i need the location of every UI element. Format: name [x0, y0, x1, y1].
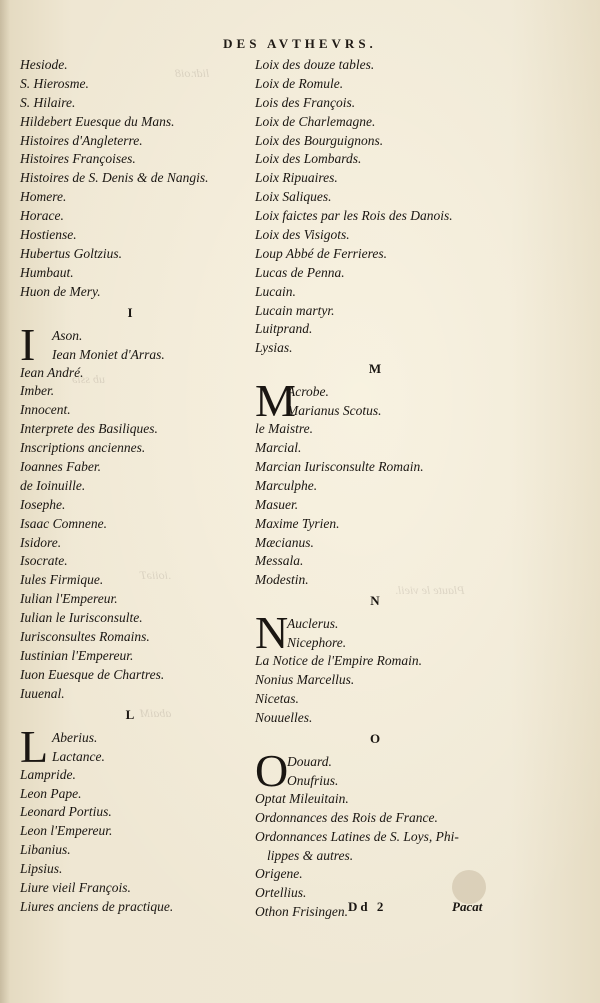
entry-list [20, 766, 240, 917]
index-entry: Horace. [20, 208, 64, 224]
index-entry: Iosephe. [20, 496, 66, 512]
index-entry: Lactance. [52, 748, 105, 764]
index-entry: Marculphe. [255, 477, 318, 493]
index-entry: Histoires de S. Denis & de Nangis. [20, 170, 209, 186]
index-entry: Ioannes Faber. [20, 459, 101, 475]
index-entry: Leonard Portius. [20, 804, 112, 820]
index-entry: Auclerus. [287, 616, 339, 632]
bleed-through: Plaute le vieil. [395, 583, 465, 597]
index-entry: Marianus Scotus. [287, 403, 382, 419]
index-entry: Leon Pape. [20, 785, 82, 801]
binding-shadow [0, 0, 10, 1003]
index-entry: Homere. [20, 189, 67, 205]
dropcap-block-o [255, 744, 495, 796]
index-entry: Loix Ripuaires. [255, 170, 338, 186]
index-entry: Douard. [287, 753, 332, 769]
index-entry: La Notice de l'Empire Romain. [255, 653, 422, 669]
index-entry: Loix de Charlemagne. [255, 113, 376, 129]
index-entry: Ortellius. [255, 885, 307, 901]
index-entry: Maxime Tyrien. [255, 515, 340, 531]
index-entry: Huon de Mery. [20, 283, 101, 299]
index-entry: Optat Mileuitain. [255, 790, 349, 806]
bleed-through: .ioiiəT [140, 568, 172, 582]
index-entry: Loix des Bourguignons. [255, 132, 384, 148]
index-entry: Hildebert Euesque du Mans. [20, 113, 175, 129]
index-entry: Histoires d'Angleterre. [20, 132, 143, 148]
right-column [255, 56, 495, 922]
index-entry: Origene. [255, 866, 303, 882]
index-entry: Ordonnances Latines de S. Loys, Phi- [255, 828, 459, 844]
bleed-through: abaiM [140, 706, 172, 720]
index-entry: Marcian Iurisconsulte Romain. [255, 459, 424, 475]
section-heading-l: L [125, 706, 135, 722]
section-heading-n: N [370, 593, 380, 609]
bleed-through: ub ssiə [72, 372, 105, 386]
entry-list [20, 364, 240, 704]
index-entry: Hubertus Goltzius. [20, 245, 123, 261]
index-entry: Onufrius. [287, 772, 339, 788]
index-entry: Inscriptions anciennes. [20, 440, 146, 456]
index-entry: Liure vieil François. [20, 879, 131, 895]
index-entry: Iurisconsultes Romains. [20, 629, 150, 645]
dropcap-i: I [20, 318, 36, 370]
index-entry: Lysias. [255, 340, 293, 356]
index-entry: Loup Abbé de Ferrieres. [255, 245, 387, 261]
index-entry: Hesiode. [20, 57, 68, 72]
index-entry: Loix des douze tables. [255, 57, 375, 72]
index-entry: Humbaut. [20, 264, 74, 280]
index-entry: Nicetas. [255, 691, 299, 707]
bleed-through: lidr.oi8 [175, 66, 210, 80]
index-entry: Innocent. [20, 402, 71, 418]
catchword: Pacat [452, 899, 483, 914]
index-entry: Nicephore. [287, 635, 347, 651]
index-entry: Interprete des Basiliques. [20, 421, 158, 437]
index-entry: Histoires Françoises. [20, 151, 136, 167]
index-entry: Lucas de Penna. [255, 264, 345, 280]
index-entry: Modestin. [255, 572, 309, 588]
index-entry: Iuon Euesque de Chartres. [20, 666, 165, 682]
index-entry: Mæcianus. [255, 534, 314, 550]
index-entry: Lucain martyr. [255, 302, 335, 318]
dropcap-block-m [255, 375, 495, 427]
index-entry: Isaac Comnene. [20, 515, 107, 531]
index-entry: Messala. [255, 553, 304, 569]
index-entry: Marcial. [255, 440, 302, 456]
entry-list [255, 652, 495, 728]
index-entry: Hostiense. [20, 227, 77, 243]
index-entry: lippes & autres. [267, 847, 354, 863]
index-entry: Ordonnances des Rois de France. [255, 809, 438, 825]
index-entry: Isidore. [20, 534, 62, 550]
section-heading-m: M [368, 361, 382, 377]
index-entry: Nonius Marcellus. [255, 672, 355, 688]
index-entry: Masuer. [255, 496, 299, 512]
dropcap-o: O [255, 744, 289, 796]
index-entry: S. Hilaire. [20, 94, 76, 110]
dropcap-l: L [20, 720, 49, 772]
index-entry: Acrobe. [287, 384, 329, 400]
dropcap-block-l [20, 720, 240, 772]
index-entry: Iuuenal. [20, 685, 65, 701]
index-entry: Libanius. [20, 842, 71, 858]
signature-mark: Dd 2 [348, 899, 387, 914]
index-entry: Luitprand. [255, 321, 313, 337]
index-entry: Loix des Visigots. [255, 227, 350, 243]
dropcap-block-i [20, 318, 240, 370]
index-entry: Othon Frisingen. [255, 904, 348, 920]
index-entry: Isocrate. [20, 553, 68, 569]
index-entry: Liures anciens de practique. [20, 898, 174, 914]
index-entry: Leon l'Empereur. [20, 823, 113, 839]
index-entry: Iulian l'Empereur. [20, 591, 118, 607]
index-entry: S. Hierosme. [20, 75, 89, 91]
index-entry: Lois des François. [255, 94, 356, 110]
entry-list [255, 56, 495, 358]
running-title: DES AVTHEVRS. [223, 36, 377, 51]
index-entry: Imber. [20, 383, 55, 399]
index-entry: Lipsius. [20, 861, 63, 877]
index-entry: de Ioinuille. [20, 477, 86, 493]
index-entry: Nouuelles. [255, 709, 313, 725]
index-entry: Loix des Lombards. [255, 151, 362, 167]
index-entry: Loix de Romule. [255, 75, 344, 91]
entry-list [20, 56, 240, 302]
dropcap-block-n [255, 607, 495, 659]
index-entry: Lampride. [20, 766, 76, 782]
dropcap-m: M [255, 375, 296, 427]
entry-list [255, 420, 495, 590]
index-entry: le Maistre. [255, 421, 313, 437]
index-entry: Ason. [52, 327, 83, 343]
index-entry: Iean André. [20, 364, 84, 380]
index-entry: Iules Firmique. [20, 572, 104, 588]
index-entry: Iustinian l'Empereur. [20, 647, 134, 663]
index-entry: Loix faictes par les Rois des Danois. [255, 208, 453, 224]
section-heading-o: O [369, 730, 381, 746]
index-entry: Loix Saliques. [255, 189, 332, 205]
index-entry: Aberius. [52, 729, 98, 745]
left-column [20, 56, 240, 917]
dropcap-n: N [255, 607, 289, 659]
section-heading-i: I [127, 304, 133, 320]
index-entry: Iulian le Iurisconsulte. [20, 610, 143, 626]
index-entry: Lucain. [255, 283, 296, 299]
index-entry: Iean Moniet d'Arras. [52, 346, 165, 362]
